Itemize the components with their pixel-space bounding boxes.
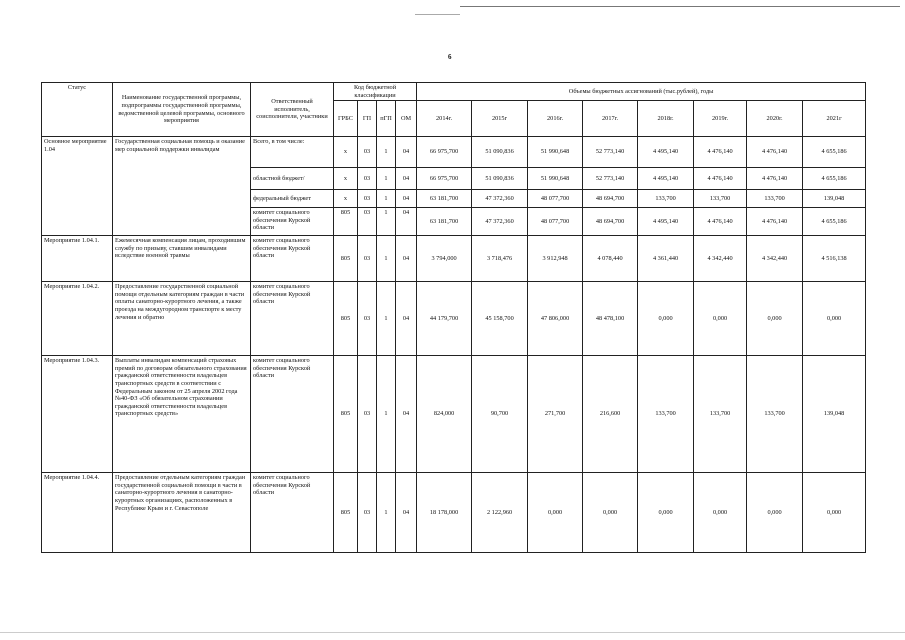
value-cell: 133,700	[694, 190, 747, 208]
om-cell: 04	[396, 168, 417, 190]
value-cell: 4 476,140	[747, 168, 803, 190]
table-row	[42, 282, 866, 356]
om-cell: 04	[396, 356, 417, 473]
value-cell: 3 794,000	[417, 236, 472, 282]
gp-cell: 03	[358, 190, 377, 208]
value-cell: 51 990,648	[528, 137, 583, 168]
status-cell: Мероприятие 1.04.4.	[42, 473, 113, 553]
value-cell: 4 476,140	[694, 137, 747, 168]
value-cell: 66 975,700	[417, 168, 472, 190]
gp-cell: 03	[358, 168, 377, 190]
value-cell: 4 476,140	[747, 208, 803, 236]
table-row	[42, 137, 866, 168]
om-cell: 04	[396, 137, 417, 168]
value-cell: 0,000	[694, 473, 747, 553]
header-year: 2019г.	[694, 101, 747, 137]
value-cell: 66 975,700	[417, 137, 472, 168]
status-cell: Основное мероприятие 1.04	[42, 137, 113, 236]
value-cell: 4 495,140	[638, 168, 694, 190]
name-cell: Предоставление отдельным категориям граждан государственной социальной помощи в части в санаторно-курортного лечения в санаторно-курортных организациях, расположенных в Республике Крым и г. Севастополе	[113, 473, 251, 553]
value-cell: 271,700	[528, 356, 583, 473]
value-cell: 139,048	[803, 356, 866, 473]
value-cell: 45 158,700	[472, 282, 528, 356]
gp-cell: 03	[358, 473, 377, 553]
om-cell: 04	[396, 236, 417, 282]
pgp-cell: 1	[377, 356, 396, 473]
gp-cell: 03	[358, 356, 377, 473]
status-cell: Мероприятие 1.04.1.	[42, 236, 113, 282]
header-year: 2016г.	[528, 101, 583, 137]
header-year: 2015г	[472, 101, 528, 137]
grbs-cell: 805	[334, 473, 358, 553]
value-cell: 4 476,140	[747, 137, 803, 168]
table-row	[42, 236, 866, 282]
header-name: Наименование государственной программы, подпрограммы государственной программы, ведомственной целевой программы, основного мероприятия	[113, 83, 251, 137]
page-number: 6	[448, 53, 452, 61]
header-year: 2017г.	[583, 101, 638, 137]
value-cell: 4 655,186	[803, 208, 866, 236]
header-year: 2021г	[803, 101, 866, 137]
value-cell: 139,048	[803, 190, 866, 208]
value-cell: 4 495,140	[638, 208, 694, 236]
responsible-cell: федеральный бюджет	[251, 190, 334, 208]
scan-top-line-short	[415, 14, 460, 15]
value-cell: 133,700	[694, 356, 747, 473]
header-om: ОМ	[396, 101, 417, 137]
grbs-cell: x	[334, 137, 358, 168]
value-cell: 90,700	[472, 356, 528, 473]
value-cell: 63 181,700	[417, 208, 472, 236]
gp-cell: 03	[358, 137, 377, 168]
scan-bottom-line	[0, 632, 905, 633]
value-cell: 133,700	[747, 190, 803, 208]
grbs-cell: x	[334, 190, 358, 208]
value-cell: 44 179,700	[417, 282, 472, 356]
gp-cell: 03	[358, 236, 377, 282]
table-row	[42, 356, 866, 473]
value-cell: 133,700	[638, 190, 694, 208]
gp-cell: 03	[358, 208, 377, 236]
om-cell: 04	[396, 282, 417, 356]
pgp-cell: 1	[377, 137, 396, 168]
value-cell: 0,000	[638, 282, 694, 356]
om-cell: 04	[396, 208, 417, 236]
value-cell: 52 773,140	[583, 137, 638, 168]
status-cell: Мероприятие 1.04.2.	[42, 282, 113, 356]
value-cell: 0,000	[747, 282, 803, 356]
value-cell: 0,000	[528, 473, 583, 553]
value-cell: 47 372,360	[472, 208, 528, 236]
value-cell: 4 516,138	[803, 236, 866, 282]
name-cell: Государственная социальная помощь и оказание мер социальной поддержки инвалидам	[113, 137, 251, 236]
value-cell: 51 090,836	[472, 137, 528, 168]
pgp-cell: 1	[377, 282, 396, 356]
header-year: 2018г.	[638, 101, 694, 137]
value-cell: 4 078,440	[583, 236, 638, 282]
responsible-cell: комитет социального обеспечения Курской области	[251, 208, 334, 236]
value-cell: 0,000	[638, 473, 694, 553]
value-cell: 48 077,700	[528, 190, 583, 208]
om-cell: 04	[396, 190, 417, 208]
value-cell: 824,000	[417, 356, 472, 473]
header-code-group: Код бюджетной классификации	[334, 83, 417, 101]
value-cell: 4 655,186	[803, 137, 866, 168]
name-cell: Предоставление государственной социальной помощи отдельным категориям граждан в части оплаты санаторно-курортного лечения, а также проезда на междугородном транспорте к месту лечения и обратно	[113, 282, 251, 356]
responsible-cell: комитет социального обеспечения Курской области	[251, 236, 334, 282]
value-cell: 48 478,100	[583, 282, 638, 356]
value-cell: 0,000	[747, 473, 803, 553]
value-cell: 0,000	[803, 282, 866, 356]
value-cell: 133,700	[638, 356, 694, 473]
value-cell: 3 718,476	[472, 236, 528, 282]
header-status: Статус	[42, 83, 113, 137]
table-row	[42, 473, 866, 553]
status-cell: Мероприятие 1.04.3.	[42, 356, 113, 473]
scan-top-line	[460, 6, 900, 7]
value-cell: 4 476,140	[694, 208, 747, 236]
value-cell: 51 090,836	[472, 168, 528, 190]
header-gp: ГП	[358, 101, 377, 137]
value-cell: 3 912,948	[528, 236, 583, 282]
gp-cell: 03	[358, 282, 377, 356]
value-cell: 47 806,000	[528, 282, 583, 356]
header-volumes: Объемы бюджетных ассигнований (тыс.рублей), годы	[417, 83, 866, 101]
value-cell: 4 342,440	[747, 236, 803, 282]
value-cell: 4 342,440	[694, 236, 747, 282]
grbs-cell: 805	[334, 236, 358, 282]
value-cell: 4 655,186	[803, 168, 866, 190]
value-cell: 48 077,700	[528, 208, 583, 236]
value-cell: 63 181,700	[417, 190, 472, 208]
grbs-cell: 805	[334, 282, 358, 356]
pgp-cell: 1	[377, 208, 396, 236]
value-cell: 0,000	[694, 282, 747, 356]
header-pgp: пГП	[377, 101, 396, 137]
value-cell: 0,000	[583, 473, 638, 553]
name-cell: Ежемесячная компенсация лицам, проходившим службу по призыву, ставшим инвалидами вследствие военной травмы	[113, 236, 251, 282]
grbs-cell: x	[334, 168, 358, 190]
value-cell: 52 773,140	[583, 168, 638, 190]
budget-table	[41, 82, 866, 553]
value-cell: 4 476,140	[694, 168, 747, 190]
pgp-cell: 1	[377, 168, 396, 190]
header-year: 2020г.	[747, 101, 803, 137]
responsible-cell: комитет социального обеспечения Курской области	[251, 356, 334, 473]
value-cell: 4 361,440	[638, 236, 694, 282]
header-responsible: Ответственный исполнитель, соисполнители, участники	[251, 83, 334, 137]
responsible-cell: областной бюджет/	[251, 168, 334, 190]
responsible-cell: Всего, в том числе:	[251, 137, 334, 168]
grbs-cell: 805	[334, 208, 358, 236]
value-cell: 48 694,700	[583, 208, 638, 236]
value-cell: 216,600	[583, 356, 638, 473]
responsible-cell: комитет социального обеспечения Курской области	[251, 282, 334, 356]
header-grbs: ГРБС	[334, 101, 358, 137]
header-row-1	[42, 83, 866, 101]
value-cell: 48 694,700	[583, 190, 638, 208]
value-cell: 4 495,140	[638, 137, 694, 168]
value-cell: 51 990,648	[528, 168, 583, 190]
value-cell: 18 178,000	[417, 473, 472, 553]
header-year: 2014г.	[417, 101, 472, 137]
responsible-cell: комитет социального обеспечения Курской области	[251, 473, 334, 553]
om-cell: 04	[396, 473, 417, 553]
pgp-cell: 1	[377, 190, 396, 208]
value-cell: 47 372,360	[472, 190, 528, 208]
value-cell: 133,700	[747, 356, 803, 473]
value-cell: 2 122,960	[472, 473, 528, 553]
grbs-cell: 805	[334, 356, 358, 473]
value-cell: 0,000	[803, 473, 866, 553]
pgp-cell: 1	[377, 473, 396, 553]
name-cell: Выплаты инвалидам компенсаций страховых премий по договорам обязательного страхования гражданской ответственности владельцев транспортных средств в соответствии с Федеральным законом от 25 апреля 2002 года №40-ФЗ «Об обязательном страховании гражданской ответственности владельцев транспортных средств»	[113, 356, 251, 473]
pgp-cell: 1	[377, 236, 396, 282]
